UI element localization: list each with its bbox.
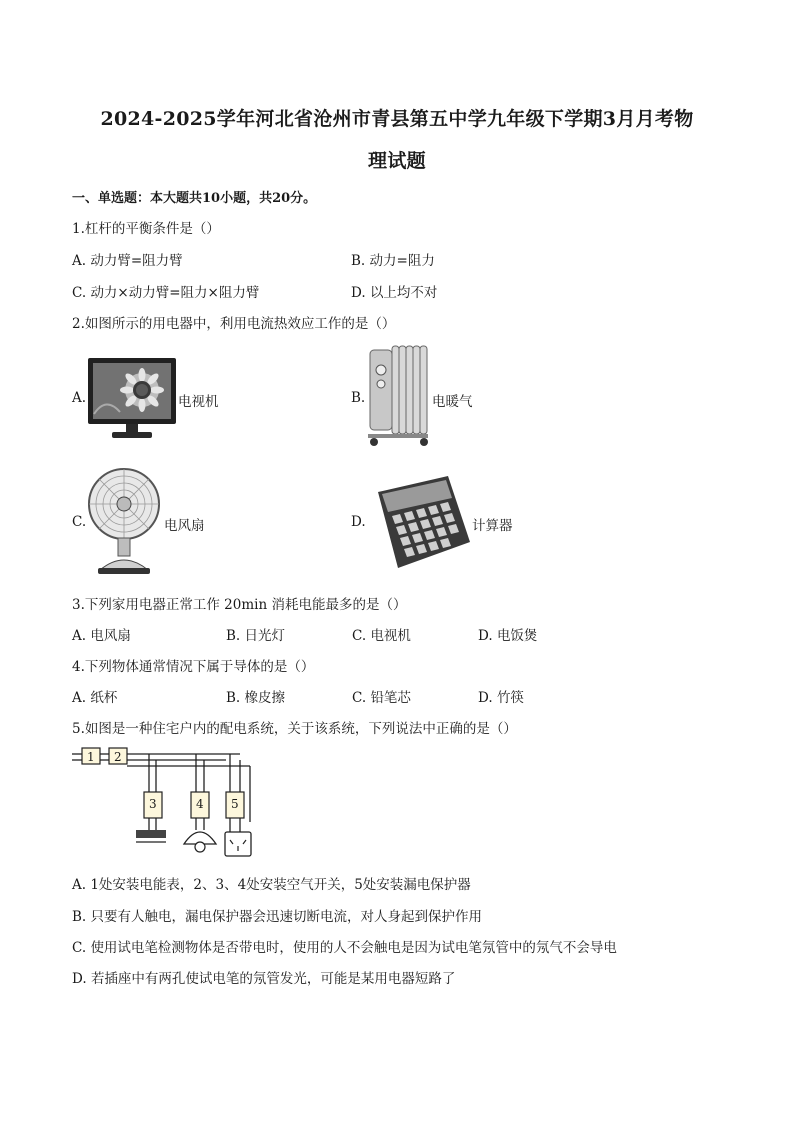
option-text: 日光灯 [244, 628, 286, 644]
option-text: 电饭煲 [496, 628, 538, 644]
option-letter: C. [72, 940, 87, 956]
electric-fan-icon [86, 466, 164, 578]
option-letter: D. [478, 690, 493, 706]
option-letter: C. [72, 285, 87, 301]
option-text: 1处安装电能表，2、3、4处安装空气开关，5处安装漏电保护器 [90, 877, 471, 893]
option-letter: B. [226, 690, 241, 706]
option-letter: A. [72, 877, 87, 893]
question-4-option-d [478, 686, 524, 706]
question-2-option-a-letter: A. [72, 390, 87, 406]
section-heading: 一、单选题：本大题共10小题，共20分。 [72, 191, 317, 206]
question-2-option-d-text: 计算器 [472, 518, 513, 534]
question-2-option-c-text: 电风扇 [164, 518, 205, 534]
option-letter: A. [72, 253, 87, 269]
question-1-option-c [72, 281, 259, 301]
option-text: 动力×动力臂=阻力×阻力臂 [90, 285, 260, 301]
question-3-option-a [72, 624, 131, 644]
question-2-option-d-letter: D. [351, 514, 366, 530]
diagram-label-2: 2 [114, 750, 122, 764]
option-letter: A. [72, 690, 87, 706]
option-letter: D. [478, 628, 493, 644]
question-1-option-b [351, 249, 435, 269]
option-letter: B. [72, 909, 87, 925]
question-4-option-a [72, 686, 117, 706]
question-1-option-a [72, 249, 183, 269]
option-text: 动力臂=阻力臂 [90, 253, 183, 269]
question-3-stem: 3.下列家用电器正常工作 20min 消耗电能最多的是（） [72, 597, 407, 613]
option-letter: A. [72, 628, 87, 644]
question-2-option-a-text: 电视机 [178, 394, 219, 410]
question-5-option-c [72, 936, 617, 956]
option-text: 橡皮擦 [244, 690, 286, 706]
question-1-option-d [351, 281, 437, 301]
question-1-stem: 1.杠杆的平衡条件是（） [72, 221, 220, 237]
option-text: 铅笔芯 [370, 690, 411, 706]
option-text: 竹筷 [496, 690, 524, 706]
exam-title-line-1: 2024-2025学年河北省沧州市青县第五中学九年级下学期3月月考物 [100, 108, 694, 130]
option-text: 使用试电笔检测物体是否带电时，使用的人不会触电是因为试电笔氖管中的氖气不会导电 [90, 940, 617, 956]
question-2-option-b-letter: B. [351, 390, 366, 406]
television-icon [86, 356, 178, 442]
diagram-label-1: 1 [87, 750, 95, 764]
diagram-label-5: 5 [231, 797, 239, 811]
option-letter: C. [352, 690, 367, 706]
question-5-option-b [72, 905, 482, 925]
diagram-label-3: 3 [149, 797, 157, 811]
option-letter: D. [72, 971, 87, 987]
option-text: 电视机 [370, 628, 411, 644]
question-3-option-b [226, 624, 285, 644]
option-text: 动力=阻力 [369, 253, 435, 269]
question-4-stem: 4.下列物体通常情况下属于导体的是（） [72, 659, 315, 675]
question-4-option-c [352, 686, 411, 706]
option-letter: B. [226, 628, 241, 644]
option-letter: D. [351, 285, 366, 301]
calculator-icon [368, 472, 472, 572]
question-5-stem: 5.如图是一种住宅户内的配电系统，关于该系统，下列说法中正确的是（） [72, 721, 517, 737]
question-5-option-d [72, 967, 455, 987]
question-3-option-d [478, 624, 537, 644]
question-4-option-b [226, 686, 285, 706]
exam-title-line-2: 理试题 [368, 150, 426, 172]
question-5-option-a [72, 873, 471, 893]
option-letter: B. [351, 253, 366, 269]
question-2-stem: 2.如图所示的用电器中，利用电流热效应工作的是（） [72, 316, 396, 332]
option-text: 以上均不对 [369, 285, 438, 301]
question-2-option-b-text: 电暖气 [432, 394, 473, 410]
question-2-option-c-letter: C. [72, 514, 87, 530]
option-text: 只要有人触电，漏电保护器会迅速切断电流，对人身起到保护作用 [90, 909, 483, 925]
option-letter: C. [352, 628, 367, 644]
diagram-label-4: 4 [196, 797, 204, 811]
oil-heater-icon [366, 342, 432, 448]
option-text: 纸杯 [90, 690, 118, 706]
option-text: 若插座中有两孔使试电笔的氖管发光，可能是某用电器短路了 [90, 971, 456, 987]
option-text: 电风扇 [90, 628, 131, 644]
question-3-option-c [352, 624, 411, 644]
